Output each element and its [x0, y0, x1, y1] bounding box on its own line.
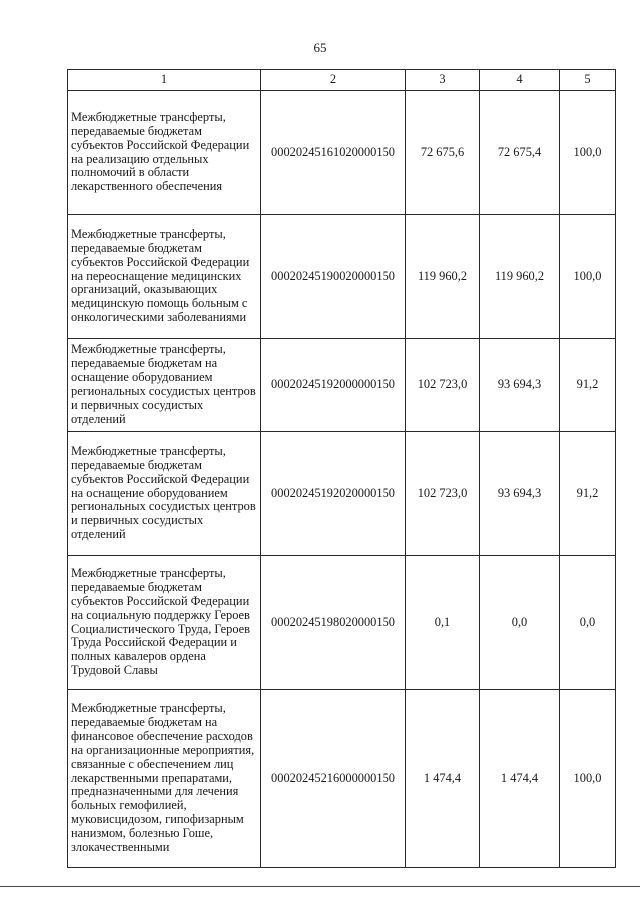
transfer-name: Межбюджетные трансферты, передаваемые бюджетам субъектов Российской Федерации на переоснащение медицинских организаций, оказывающих медицинскую помощь больным с онкологическими заболеваниями — [68, 215, 261, 339]
plan-amount: 1 474,4 — [406, 690, 480, 868]
transfer-name: Межбюджетные трансферты, передаваемые бюджетам субъектов Российской Федерации на реализацию отдельных полномочий в области лекарственного обеспечения — [68, 91, 261, 215]
table-row — [68, 556, 616, 690]
transfer-name: Межбюджетные трансферты, передаваемые бюджетам субъектов Российской Федерации на оснащение оборудованием региональных сосудистых центров и первичных сосудистых отделений — [68, 432, 261, 556]
budget-code: 00020245192020000150 — [261, 432, 406, 556]
column-header-name: 1 — [68, 70, 261, 91]
column-header-code: 2 — [261, 70, 406, 91]
budget-code: 00020245198020000150 — [261, 556, 406, 690]
actual-amount: 119 960,2 — [480, 215, 560, 339]
actual-amount: 72 675,4 — [480, 91, 560, 215]
execution-percent: 91,2 — [560, 432, 616, 556]
execution-percent: 100,0 — [560, 690, 616, 868]
plan-amount: 0,1 — [406, 556, 480, 690]
plan-amount: 119 960,2 — [406, 215, 480, 339]
execution-percent: 0,0 — [560, 556, 616, 690]
table-row — [68, 91, 616, 215]
budget-code: 00020245161020000150 — [261, 91, 406, 215]
transfer-name: Межбюджетные трансферты, передаваемые бюджетам на финансовое обеспечение расходов на организационные мероприятия, связанные с обеспечением лиц лекарственными препаратами, предназначенными для лечения больных гемофилией, муковисцидозом, гипофизарным нанизмом, болезнью Гоше, злокачественными — [68, 690, 261, 868]
actual-amount: 1 474,4 — [480, 690, 560, 868]
table-row — [68, 690, 616, 868]
execution-percent: 100,0 — [560, 91, 616, 215]
column-header-actual: 4 — [480, 70, 560, 91]
column-header-plan: 3 — [406, 70, 480, 91]
transfer-name: Межбюджетные трансферты, передаваемые бюджетам субъектов Российской Федерации на социальную поддержку Героев Социалистического Труда, Героев Труда Российской Федерации и полных кавалеров ордена Трудовой Славы — [68, 556, 261, 690]
table-row — [68, 339, 616, 432]
transfer-name: Межбюджетные трансферты, передаваемые бюджетам на оснащение оборудованием региональных сосудистых центров и первичных сосудистых отделений — [68, 339, 261, 432]
column-header-percent: 5 — [560, 70, 616, 91]
execution-percent: 91,2 — [560, 339, 616, 432]
budget-code: 00020245190020000150 — [261, 215, 406, 339]
actual-amount: 93 694,3 — [480, 432, 560, 556]
actual-amount: 0,0 — [480, 556, 560, 690]
plan-amount: 72 675,6 — [406, 91, 480, 215]
budget-code: 00020245192000000150 — [261, 339, 406, 432]
plan-amount: 102 723,0 — [406, 339, 480, 432]
bottom-scan-edge — [0, 886, 640, 887]
plan-amount: 102 723,0 — [406, 432, 480, 556]
execution-percent: 100,0 — [560, 215, 616, 339]
table-header-row — [68, 70, 616, 91]
table-row — [68, 432, 616, 556]
actual-amount: 93 694,3 — [480, 339, 560, 432]
budget-transfers-table — [67, 69, 616, 868]
table-row — [68, 215, 616, 339]
budget-code: 00020245216000000150 — [261, 690, 406, 868]
page-number: 65 — [313, 40, 327, 55]
